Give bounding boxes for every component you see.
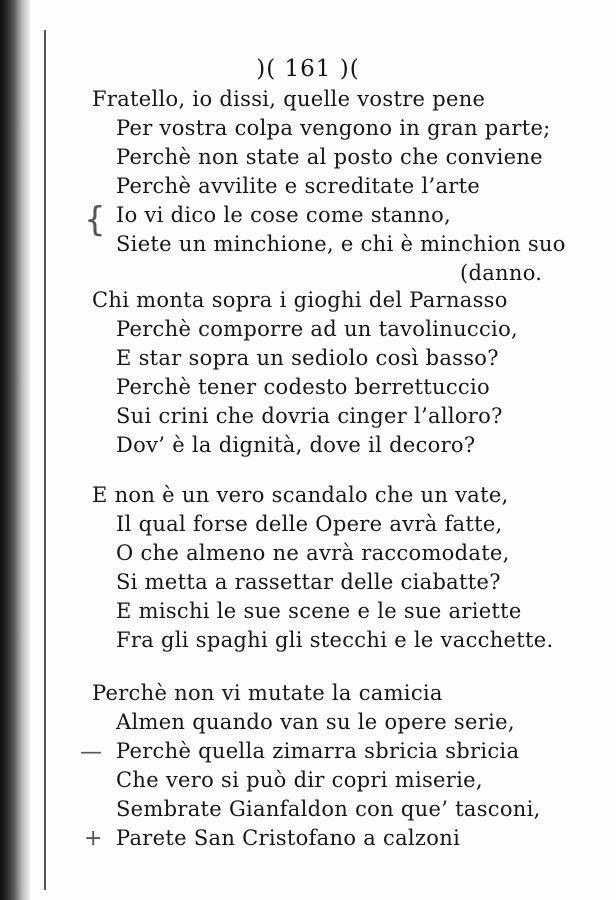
- verse-line: Chi monta sopra i gioghi del Parnasso: [92, 288, 508, 312]
- verse-line: Fra gli spaghi gli stecchi e le vacchette.: [116, 628, 554, 652]
- verse-line: Parete San Cristofano a calzoni: [116, 826, 461, 850]
- verse-line-continuation: (danno.: [460, 261, 543, 285]
- verse-line: Dov’ è la dignità, dove il decoro?: [116, 433, 476, 457]
- verse-line: Siete un minchione, e chi è minchion suo: [116, 232, 566, 256]
- verse-line: Perchè avvilite e screditate l’arte: [116, 174, 481, 198]
- verse-line: Perchè non state al posto che conviene: [116, 145, 543, 169]
- margin-cross-mark: +: [84, 826, 103, 851]
- verse-line: Io vi dico le cose come stanno,: [116, 203, 452, 227]
- verse-line: Sui crini che dovria cinger l’alloro?: [116, 404, 503, 428]
- verse-line: Si metta a rassettar delle ciabatte?: [116, 570, 501, 594]
- verse-line: Perchè tener codesto berrettuccio: [116, 375, 490, 399]
- margin-dash-mark: —: [80, 740, 102, 765]
- page-number: )( 161 )(: [256, 56, 360, 82]
- verse-line: Perchè quella zimarra sbricia sbricia: [116, 739, 520, 763]
- verse-line: Il qual forse delle Opere avrà fatte,: [116, 512, 503, 536]
- margin-bracket-mark: {: [84, 200, 106, 240]
- verse-line: Che vero si può dir copri miserie,: [116, 768, 483, 792]
- verse-line: Almen quando van su le opere serie,: [116, 710, 515, 734]
- page-binding-shadow: [0, 0, 30, 900]
- verse-line: Perchè comporre ad un tavolinuccio,: [116, 317, 518, 341]
- verse-line: O che almeno ne avrà raccomodate,: [116, 541, 510, 565]
- margin-rule: [44, 30, 46, 890]
- verse-line: E mischi le sue scene e le sue ariette: [116, 599, 522, 623]
- verse-line: Perchè non vi mutate la camicia: [92, 681, 443, 705]
- verse-line: Per vostra colpa vengono in gran parte;: [116, 116, 551, 140]
- verse-line: E star sopra un sediolo così basso?: [116, 346, 499, 370]
- verse-line: Sembrate Gianfaldon con que’ tasconi,: [116, 797, 541, 821]
- verse-line: Fratello, io dissi, quelle vostre pene: [92, 87, 486, 111]
- verse-line: E non è un vero scandalo che un vate,: [92, 483, 509, 507]
